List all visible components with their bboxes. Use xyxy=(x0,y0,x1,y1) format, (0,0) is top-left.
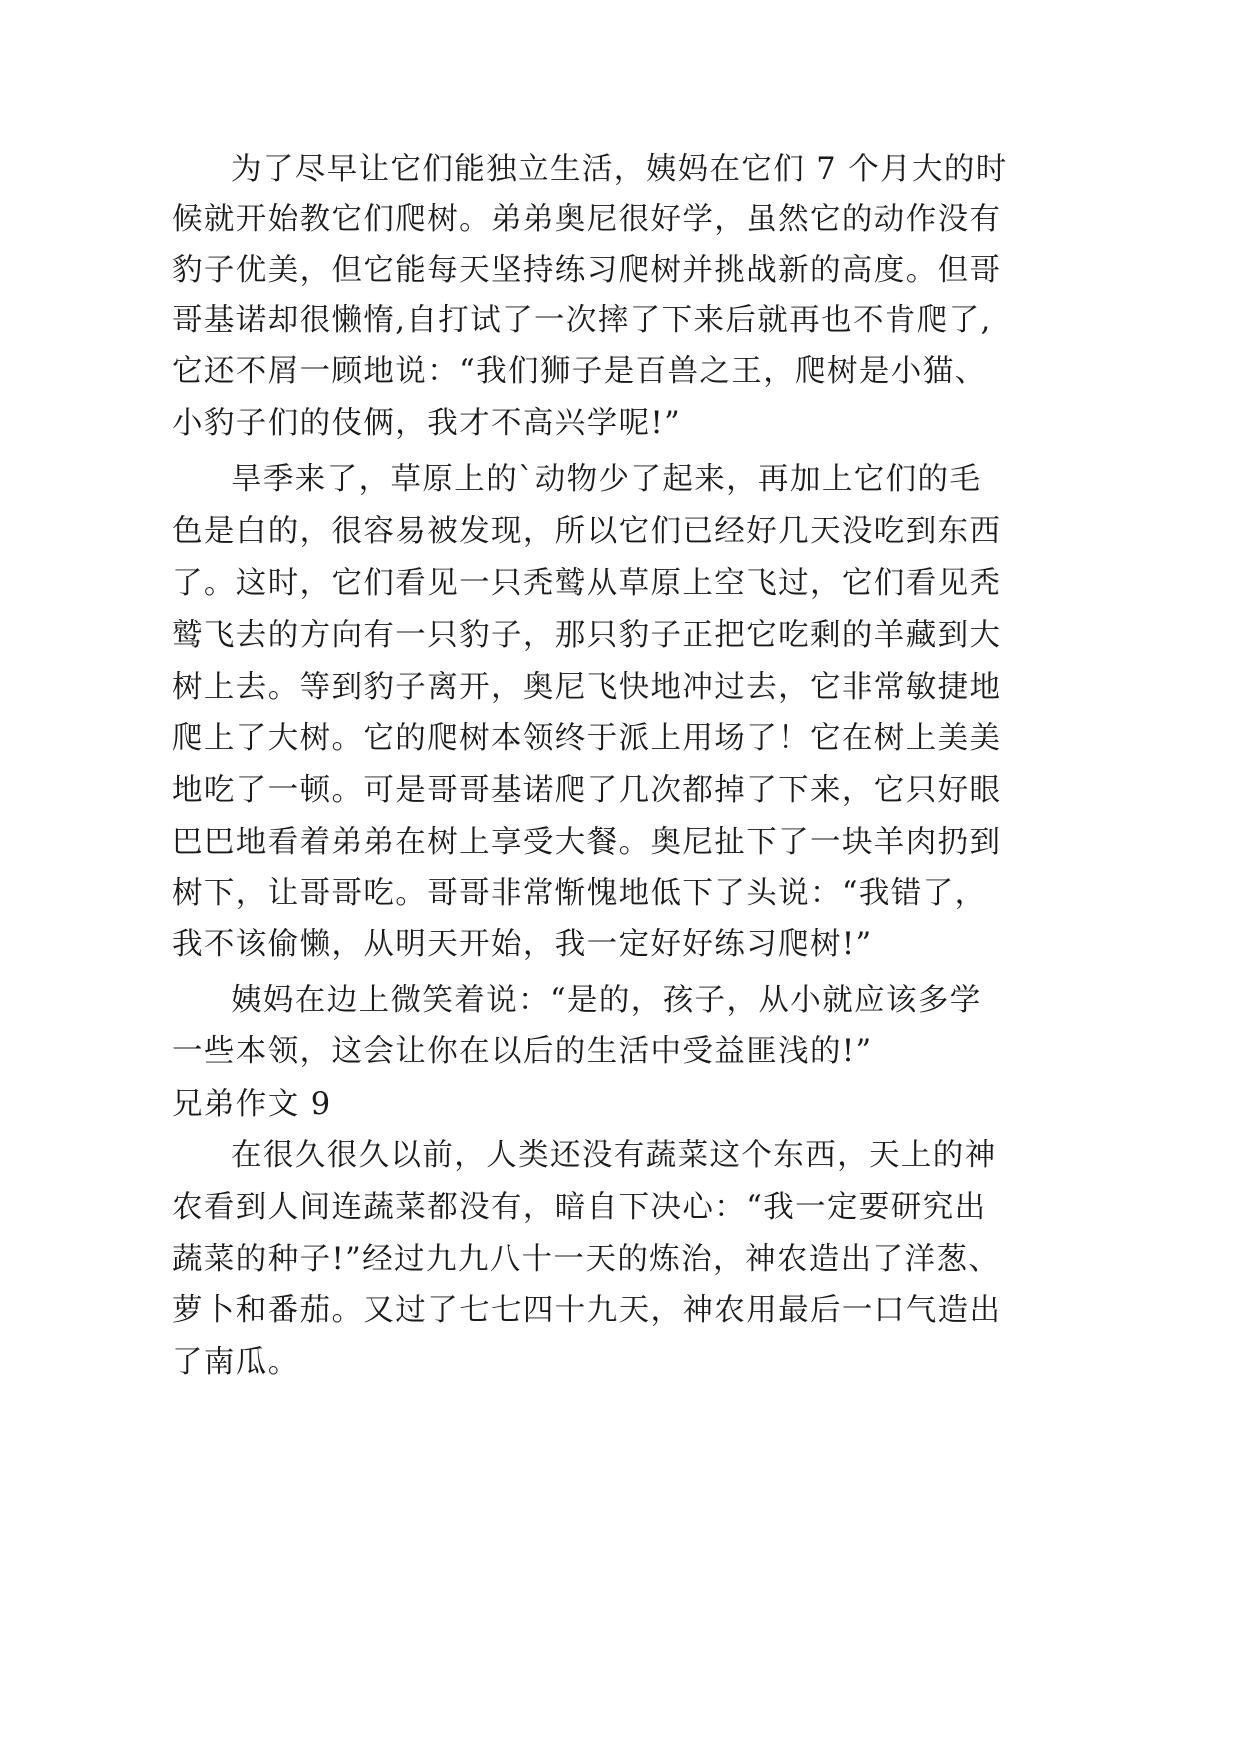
paragraph-1-line-2: 候就开始教它们爬树。弟弟奥尼很好学，虽然它的动作没有 xyxy=(172,202,1002,237)
paragraph-4-line-3: 蔬菜的种子!”经过九九八十一天的炼治，神农造出了洋葱、 xyxy=(172,1242,1001,1277)
paragraph-2-line-5: 树上去。等到豹子离开，奥尼飞快地冲过去，它非常敏捷地 xyxy=(172,670,1002,705)
paragraph-2-line-6: 爬上了大树。它的爬树本领终于派上用场了！它在树上美美 xyxy=(172,721,1002,756)
paragraph-1-line-4: 哥基诺却很懒惰,自打试了一次摔了下来后就再也不肯爬了, xyxy=(172,303,992,338)
paragraph-1-line-5: 它还不屑一顾地说：“我们狮子是百兽之王，爬树是小猫、 xyxy=(172,354,987,389)
paragraph-2-line-1: 旱季来了，草原上的`动物少了起来，再加上它们的毛 xyxy=(231,462,982,497)
paragraph-1-line-6: 小豹子们的伎俩，我才不高兴学呢!” xyxy=(172,406,682,441)
paragraph-1-line-1: 为了尽早让它们能独立生活，姨妈在它们 7 个月大的时 xyxy=(231,152,1008,187)
paragraph-2-line-4: 鹫飞去的方向有一只豹子，那只豹子正把它吃剩的羊藏到大 xyxy=(172,618,1002,653)
paragraph-3-line-2: 一些本领，这会让你在以后的生活中受益匪浅的!” xyxy=(172,1034,873,1069)
paragraph-4-line-4: 萝卜和番茄。又过了七七四十九天，神农用最后一口气造出 xyxy=(172,1293,1002,1328)
paragraph-1-line-3: 豹子优美，但它能每天坚持练习爬树并挑战新的高度。但哥 xyxy=(172,253,1002,288)
paragraph-3-line-1: 姨妈在边上微笑着说：“是的，孩子，从小就应该多学 xyxy=(231,983,982,1018)
paragraph-2-line-9: 树下，让哥哥吃。哥哥非常惭愧地低下了头说：“我错了， xyxy=(172,876,987,911)
paragraph-2-line-10: 我不该偷懒，从明天开始，我一定好好练习爬树!” xyxy=(172,927,873,962)
paragraph-2-line-7: 地吃了一顿。可是哥哥基诺爬了几次都掉了下来，它只好眼 xyxy=(172,773,1002,808)
paragraph-2-line-3: 了。这时，它们看见一只秃鹫从草原上空飞过，它们看见秃 xyxy=(172,566,1002,601)
section-heading: 兄弟作文 9 xyxy=(172,1087,332,1122)
paragraph-2-line-2: 色是白的，很容易被发现，所以它们已经好几天没吃到东西 xyxy=(172,514,1002,549)
paragraph-4-line-1: 在很久很久以前，人类还没有蔬菜这个东西，天上的神 xyxy=(231,1138,997,1173)
paragraph-4-line-2: 农看到人间连蔬菜都没有，暗自下决心：“我一定要研究出 xyxy=(172,1190,987,1225)
paragraph-4-line-5: 了南瓜。 xyxy=(172,1345,300,1380)
paragraph-2-line-8: 巴巴地看着弟弟在树上享受大餐。奥尼扯下了一块羊肉扔到 xyxy=(172,825,1002,860)
